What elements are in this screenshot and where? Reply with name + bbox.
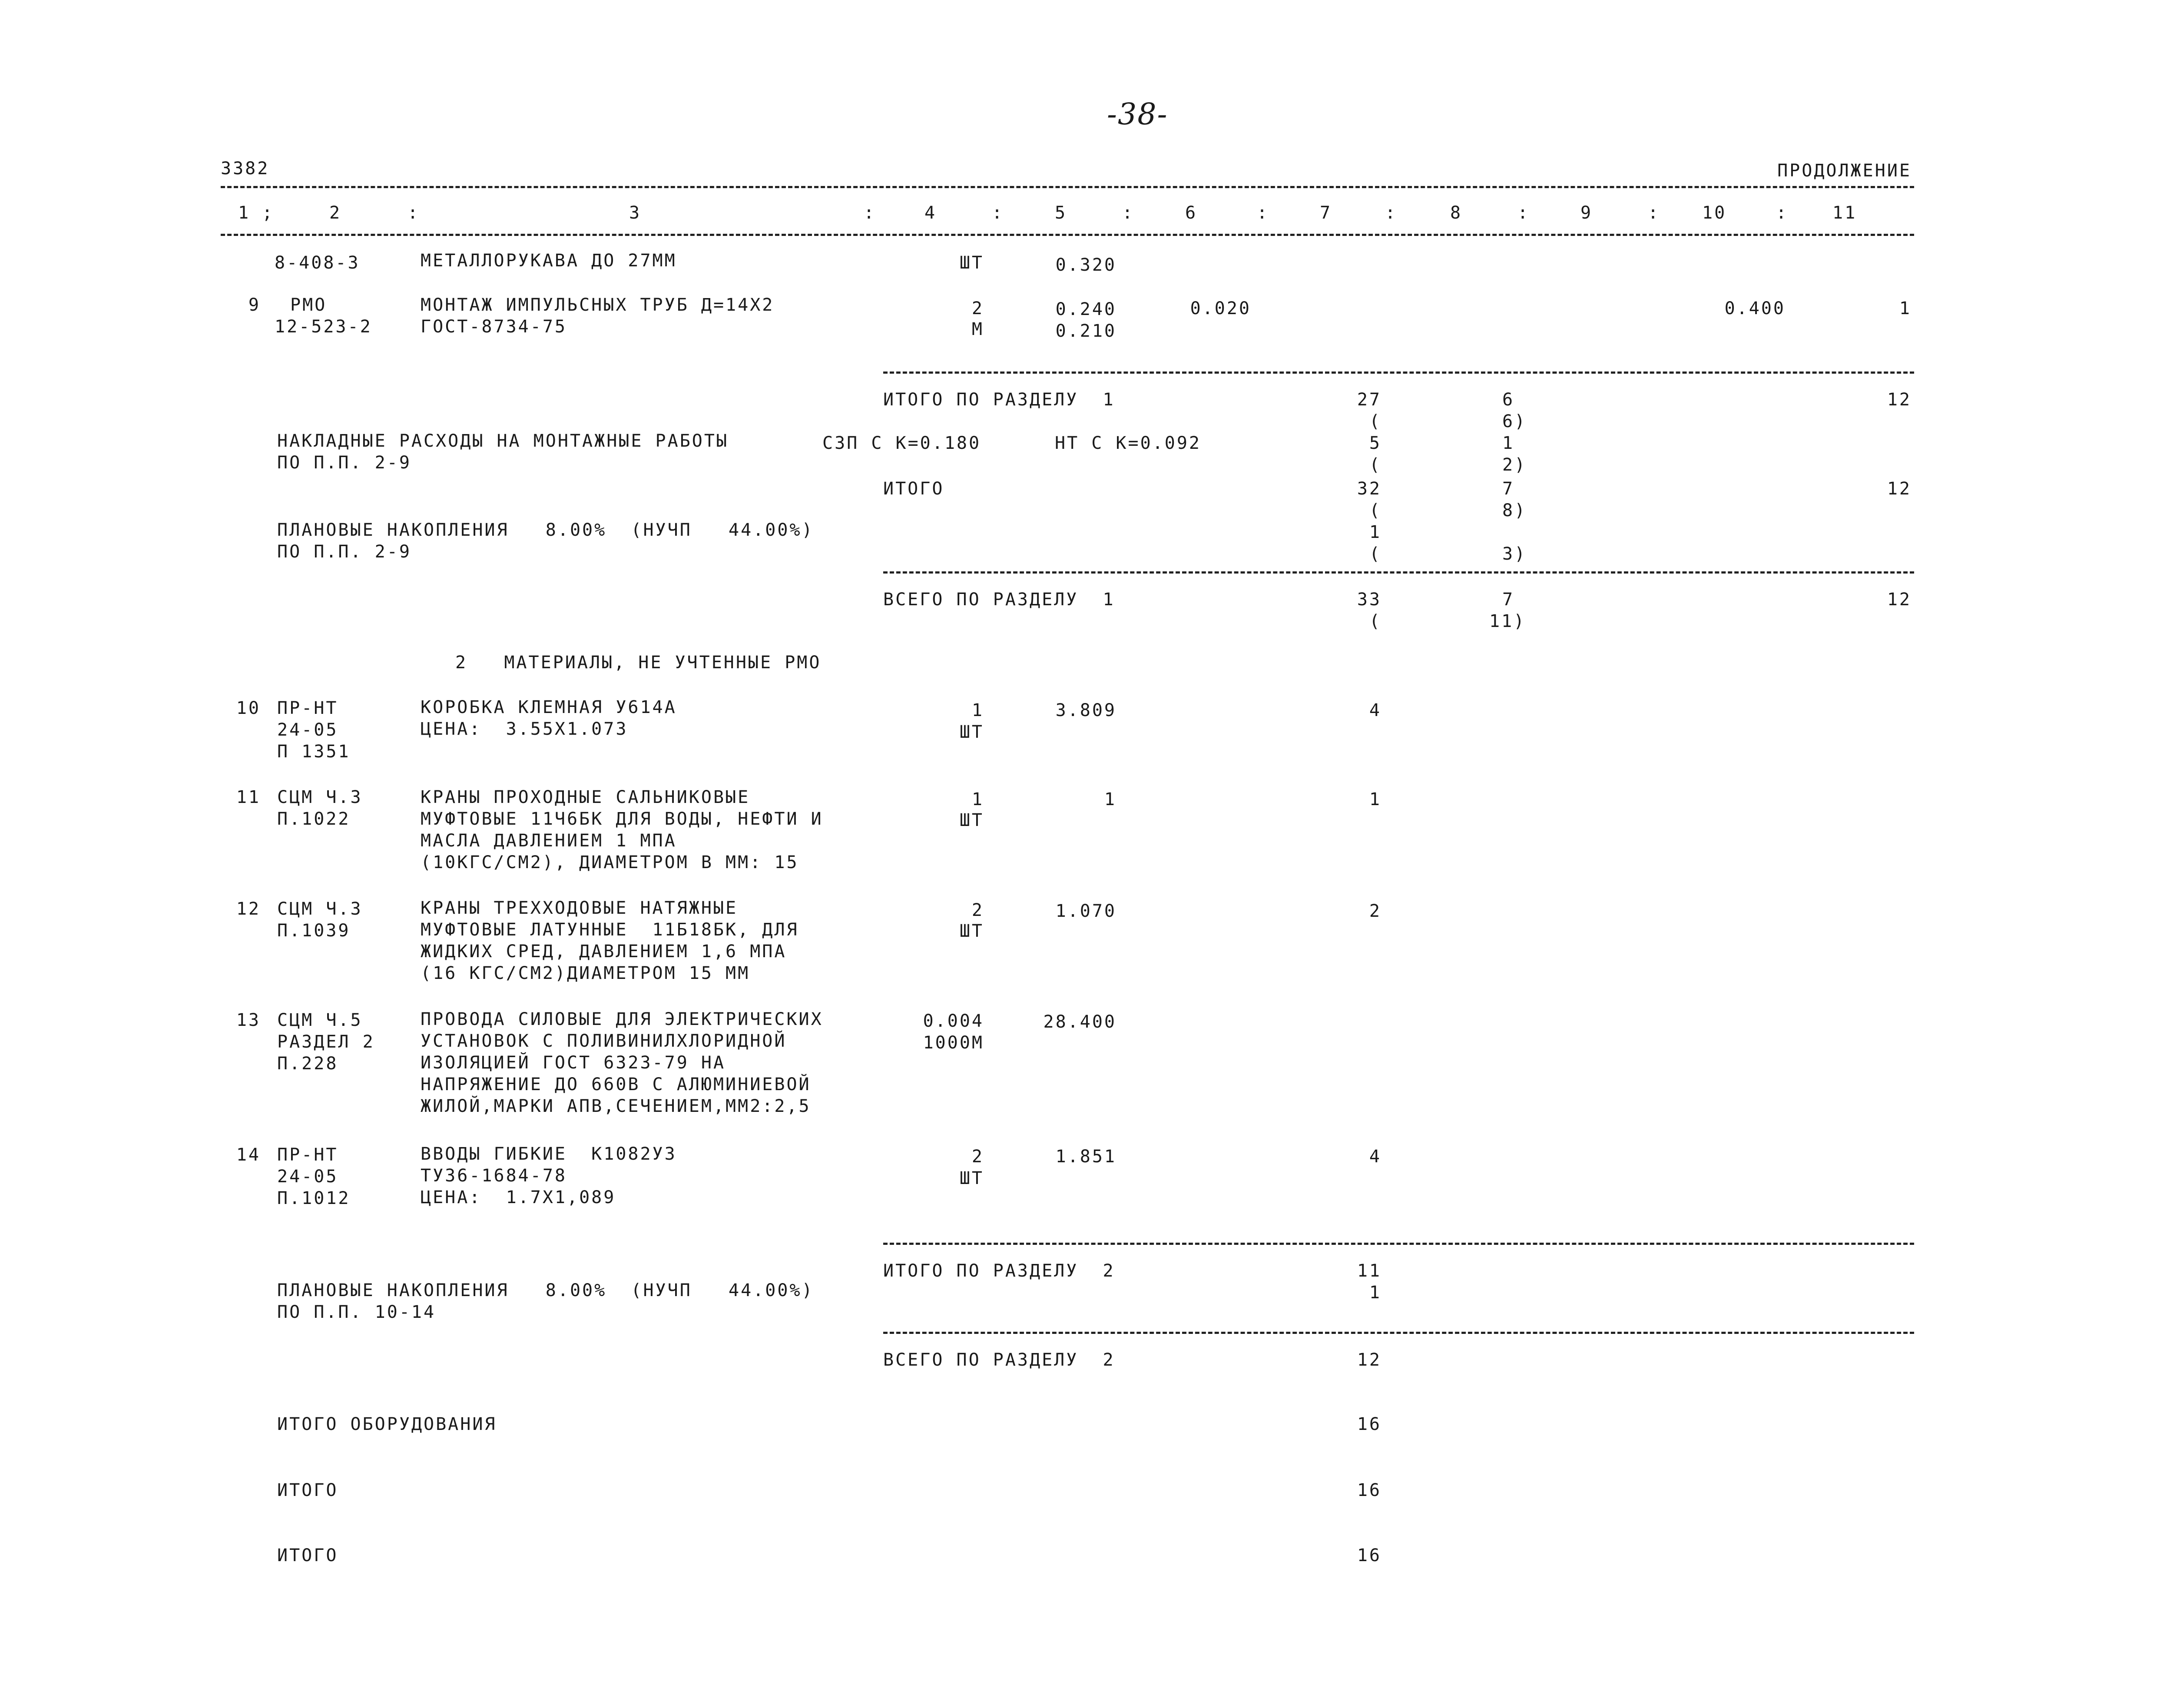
- section2-planned-col7: 1: [1369, 1283, 1382, 1303]
- row-col11: 1: [1899, 298, 1912, 318]
- row-name: НАПРЯЖЕНИЕ ДО 660В С АЛЮМИНИЕВОЙ: [421, 1075, 811, 1094]
- section2-itogo-col7: 11: [1357, 1261, 1382, 1281]
- row-unit: ШТ: [959, 810, 984, 830]
- row-number: 13: [236, 1010, 261, 1030]
- row-col5: 1.851: [1055, 1147, 1116, 1167]
- col-sep: :: [1648, 203, 1660, 223]
- section1-itogo-col7b: (: [1369, 411, 1382, 431]
- header-bottom-rule: [221, 234, 1914, 236]
- section1-vsego-col7: 33: [1357, 590, 1382, 610]
- planned-col8b: 3): [1502, 544, 1527, 564]
- row-number: 12: [236, 899, 261, 919]
- row-name: КОРОБКА КЛЕМНАЯ У614А: [421, 697, 677, 717]
- col-sep: :: [407, 203, 420, 223]
- col-sep: :: [992, 203, 1004, 223]
- section1-itogo-col11: 12: [1887, 390, 1912, 410]
- row-col6: 0.020: [1190, 298, 1251, 318]
- row-name: ВВОДЫ ГИБКИЕ К1082У3: [421, 1144, 677, 1164]
- row-unit: 1000М: [923, 1033, 984, 1053]
- section1-itogo2-col8: 7: [1502, 479, 1515, 499]
- row-col5: 0.210: [1055, 321, 1116, 341]
- row-col7: 4: [1369, 1147, 1382, 1167]
- row-qty: 1: [971, 700, 984, 720]
- section1-vsego-col11: 12: [1887, 590, 1912, 610]
- section2-planned-label: ПЛАНОВЫЕ НАКОПЛЕНИЯ 8.00% (НУЧП 44.00%): [277, 1280, 814, 1300]
- section1-itogo-col7: 27: [1357, 390, 1382, 410]
- row-number: 11: [236, 787, 261, 807]
- section1-itogo2-col7b: (: [1369, 501, 1382, 521]
- row-name: МУФТОВЫЕ ЛАТУННЫЕ 11Б18БК, ДЛЯ: [421, 920, 799, 940]
- row-code: 12-523-2: [275, 317, 372, 337]
- row-name: (10КГС/СМ2), ДИАМЕТРОМ В ММ: 15: [421, 852, 799, 872]
- col-sep: :: [1517, 203, 1530, 223]
- planned-savings-range: ПО П.П. 2-9: [277, 542, 411, 562]
- row-number: 14: [236, 1145, 261, 1165]
- continuation-label: ПРОДОЛЖЕНИЕ: [1777, 161, 1912, 181]
- itogo-final-col7: 16: [1357, 1545, 1382, 1565]
- row-col5: 28.400: [1043, 1012, 1116, 1032]
- section2-rule: [883, 1243, 1914, 1245]
- section2-vsego-rule: [883, 1332, 1914, 1334]
- row-name: МУФТОВЫЕ 11Ч6БК ДЛЯ ВОДЫ, НЕФТИ И: [421, 809, 823, 829]
- equipment-total-label: ИТОГО ОБОРУДОВАНИЯ: [277, 1414, 497, 1434]
- row-code: П.228: [277, 1054, 338, 1074]
- row-code: РАЗДЕЛ 2: [277, 1032, 375, 1052]
- row-qty: 2: [971, 298, 984, 318]
- itogo-total-col7: 16: [1357, 1480, 1382, 1500]
- row-col7: 1: [1369, 789, 1382, 809]
- row-qty: 2: [971, 1147, 984, 1167]
- row-unit: М: [971, 319, 984, 339]
- section1-itogo-col8b: 6): [1502, 411, 1527, 431]
- header-top-rule: [221, 186, 1914, 188]
- row-name: МОНТАЖ ИМПУЛЬСНЫХ ТРУБ Д=14Х2: [421, 295, 775, 315]
- section1-vsego-label: ВСЕГО ПО РАЗДЕЛУ 1: [883, 590, 1115, 610]
- col-sep: :: [864, 203, 876, 223]
- row-unit: ШТ: [959, 1168, 984, 1188]
- section1-vsego-col8: 7: [1502, 590, 1515, 610]
- section1-itogo-col8: 6: [1502, 390, 1515, 410]
- col-sep: :: [1257, 203, 1269, 223]
- row-qty: 0.004: [923, 1011, 984, 1031]
- row-qty: 1: [971, 789, 984, 809]
- row-name: (16 КГС/СМ2)ДИАМЕТРОМ 15 ММ: [421, 963, 750, 983]
- row-name: КРАНЫ ПРОХОДНЫЕ САЛЬНИКОВЫЕ: [421, 787, 750, 807]
- row-unit: ШТ: [959, 722, 984, 742]
- row-name: КРАНЫ ТРЕХХОДОВЫЕ НАТЯЖНЫЕ: [421, 898, 738, 918]
- section2-title: 2 МАТЕРИАЛЫ, НЕ УЧТЕННЫЕ РМО: [455, 653, 822, 673]
- itogo-final-label: ИТОГО: [277, 1545, 338, 1565]
- row-name: ЖИЛОЙ,МАРКИ АПВ,СЕЧЕНИЕМ,ММ2:2,5: [421, 1096, 811, 1116]
- row-col5: 1.070: [1055, 901, 1116, 921]
- row-name: ГОСТ-8734-75: [421, 317, 567, 337]
- row-number: 9: [248, 295, 261, 315]
- row-name: УСТАНОВОК С ПОЛИВИНИЛХЛОРИДНОЙ: [421, 1031, 787, 1051]
- section1-itogo-label: ИТОГО ПО РАЗДЕЛУ 1: [883, 390, 1115, 410]
- col-head-3: 3: [629, 203, 642, 223]
- planned-savings-label: ПЛАНОВЫЕ НАКОПЛЕНИЯ 8.00% (НУЧП 44.00%): [277, 520, 814, 540]
- overhead-col8b: 2): [1502, 455, 1527, 475]
- col-head-1: 1: [238, 203, 251, 223]
- row-name: МЕТАЛЛОРУКАВА ДО 27ММ: [421, 251, 677, 271]
- row-name: ЦЕНА: 1.7Х1,089: [421, 1187, 616, 1207]
- itogo-total-label: ИТОГО: [277, 1480, 338, 1500]
- row-code: ПР-НТ: [277, 1145, 338, 1165]
- row-code: 24-05: [277, 1167, 338, 1187]
- row-col5: 0.320: [1055, 255, 1116, 275]
- section2-vsego-label: ВСЕГО ПО РАЗДЕЛУ 2: [883, 1350, 1115, 1370]
- row-col10: 0.400: [1724, 298, 1786, 318]
- overhead-range: ПО П.П. 2-9: [277, 453, 411, 473]
- row-qty: 2: [971, 900, 984, 920]
- row-name: ТУ36-1684-78: [421, 1166, 567, 1186]
- row-name: МАСЛА ДАВЛЕНИЕМ 1 МПА: [421, 831, 677, 851]
- row-name: ЖИДКИХ СРЕД, ДАВЛЕНИЕМ 1,6 МПА: [421, 942, 787, 962]
- row-code: РМО: [290, 295, 327, 315]
- section1-itogo2-col11: 12: [1887, 479, 1912, 499]
- row-name: ИЗОЛЯЦИЕЙ ГОСТ 6323-79 НА: [421, 1053, 726, 1073]
- row-name: ЦЕНА: 3.55Х1.073: [421, 719, 628, 739]
- col-head-11: 11: [1832, 203, 1857, 223]
- planned-col7b: (: [1369, 544, 1382, 564]
- row-code: П.1022: [277, 809, 351, 829]
- section2-itogo-label: ИТОГО ПО РАЗДЕЛУ 2: [883, 1261, 1115, 1281]
- col-sep: :: [1385, 203, 1398, 223]
- overhead-czp: СЗП С К=0.180: [822, 433, 981, 453]
- col-head-5: 5: [1055, 203, 1067, 223]
- col-head-6: 6: [1185, 203, 1198, 223]
- overhead-col8: 1: [1502, 433, 1515, 453]
- section1-rule: [883, 371, 1914, 374]
- row-code: ПР-НТ: [277, 698, 338, 718]
- row-col5: 0.240: [1055, 299, 1116, 319]
- row-code: СЦМ Ч.5: [277, 1010, 363, 1030]
- row-code: П.1039: [277, 921, 351, 941]
- section1-itogo2-col8b: 8): [1502, 501, 1527, 521]
- section2-vsego-col7: 12: [1357, 1350, 1382, 1370]
- row-unit: ШТ: [959, 253, 984, 273]
- section1-vsego-col8b: 11): [1489, 611, 1526, 631]
- section1-itogo2-col7: 32: [1357, 479, 1382, 499]
- col-head-2: 2: [329, 203, 342, 223]
- planned-col7: 1: [1369, 522, 1382, 542]
- row-number: 10: [236, 698, 261, 718]
- col-sep: :: [1122, 203, 1135, 223]
- section1-vsego-rule: [883, 571, 1914, 574]
- row-code: П 1351: [277, 742, 351, 762]
- equipment-total-col7: 16: [1357, 1414, 1382, 1434]
- overhead-nt: НТ С К=0.092: [1055, 433, 1201, 453]
- col-head-8: 8: [1450, 203, 1463, 223]
- col-sep: ;: [262, 203, 275, 223]
- col-sep: :: [1776, 203, 1789, 223]
- section2-planned-range: ПО П.П. 10-14: [277, 1302, 436, 1322]
- overhead-label: НАКЛАДНЫЕ РАСХОДЫ НА МОНТАЖНЫЕ РАБОТЫ: [277, 431, 729, 451]
- row-col7: 2: [1369, 901, 1382, 921]
- row-code: П.1012: [277, 1188, 351, 1208]
- col-head-10: 10: [1702, 203, 1727, 223]
- col-head-4: 4: [924, 203, 937, 223]
- row-col5: 3.809: [1055, 700, 1116, 720]
- col-head-7: 7: [1320, 203, 1332, 223]
- row-col5: 1: [1104, 789, 1116, 809]
- overhead-col7b: (: [1369, 455, 1382, 475]
- row-code: СЦМ Ч.3: [277, 787, 363, 807]
- row-code: СЦМ Ч.3: [277, 899, 363, 919]
- row-name: ПРОВОДА СИЛОВЫЕ ДЛЯ ЭЛЕКТРИЧЕСКИХ: [421, 1009, 823, 1029]
- row-code: 24-05: [277, 720, 338, 740]
- section1-itogo2-label: ИТОГО: [883, 479, 944, 499]
- overhead-col7: 5: [1369, 433, 1382, 453]
- row-col7: 4: [1369, 700, 1382, 720]
- doc-code: 3382: [221, 159, 270, 179]
- page-number: -38-: [1107, 97, 1168, 132]
- section1-vsego-col7b: (: [1369, 611, 1382, 631]
- row-unit: ШТ: [959, 921, 984, 941]
- row-code: 8-408-3: [275, 253, 360, 273]
- col-head-9: 9: [1580, 203, 1593, 223]
